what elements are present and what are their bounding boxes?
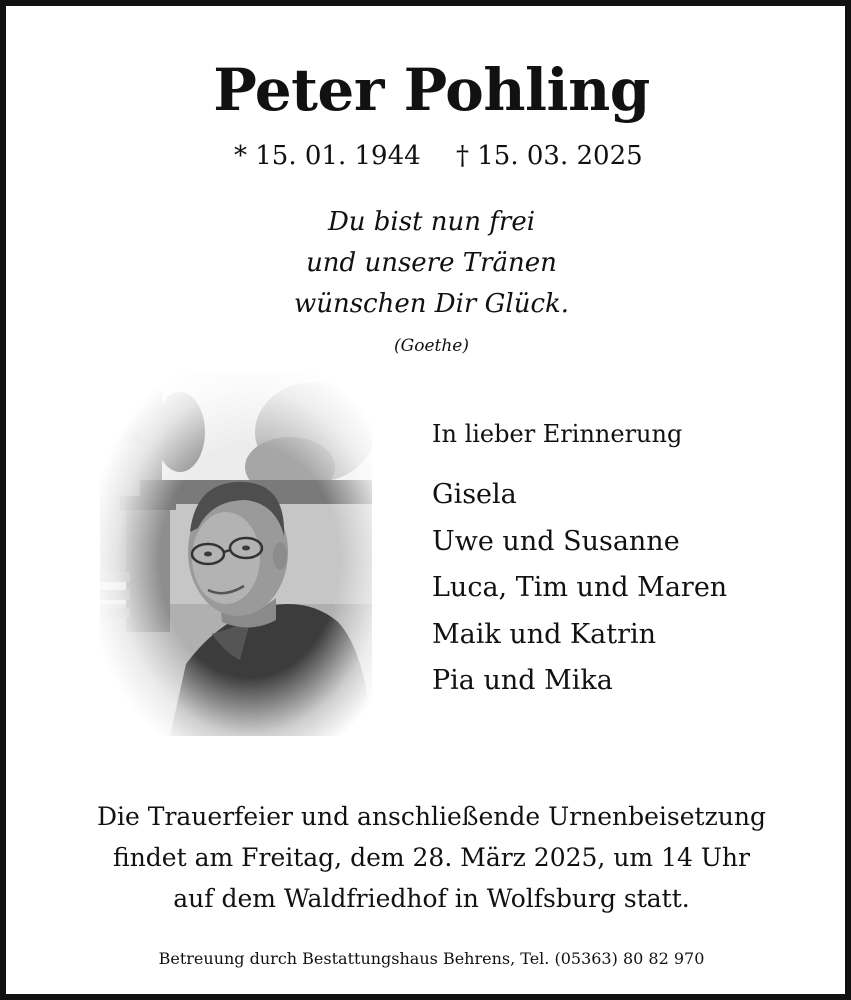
family-member: Pia und Mika <box>432 665 613 696</box>
ceremony-line: findet am Freitag, dem 28. März 2025, um 14 Uhr <box>113 843 750 872</box>
quote-author: (Goethe) <box>394 336 469 356</box>
death-date: † 15. 03. 2025 <box>456 141 643 171</box>
quote-line: Du bist nun frei <box>327 207 536 237</box>
quote <box>6 202 851 325</box>
portrait-photo <box>100 372 372 736</box>
ceremony-notice <box>6 796 851 919</box>
life-dates <box>6 136 851 176</box>
ceremony-line: auf dem Waldfriedhof in Wolfsburg statt. <box>173 884 690 913</box>
family-member: Gisela <box>432 479 517 510</box>
quote-line: wünschen Dir Glück. <box>293 289 570 319</box>
funeral-home-footer: Betreuung durch Bestattungshaus Behrens, Tel. (05363) 80 82 970 <box>158 949 705 968</box>
photo-vignette <box>100 372 372 736</box>
birth-date: * 15. 01. 1944 <box>234 141 421 171</box>
family-list <box>432 472 727 705</box>
family-member: Maik und Katrin <box>432 618 657 650</box>
deceased-name: Peter Pohling <box>213 56 650 124</box>
family-member: Uwe und Susanne <box>432 525 680 557</box>
quote-line: und unsere Tränen <box>306 248 557 278</box>
ceremony-line: Die Trauerfeier und anschließende Urnenbeisetzung <box>97 802 766 831</box>
family-member: Luca, Tim und Maren <box>432 572 728 603</box>
memory-heading: In lieber Erinnerung <box>432 420 683 448</box>
